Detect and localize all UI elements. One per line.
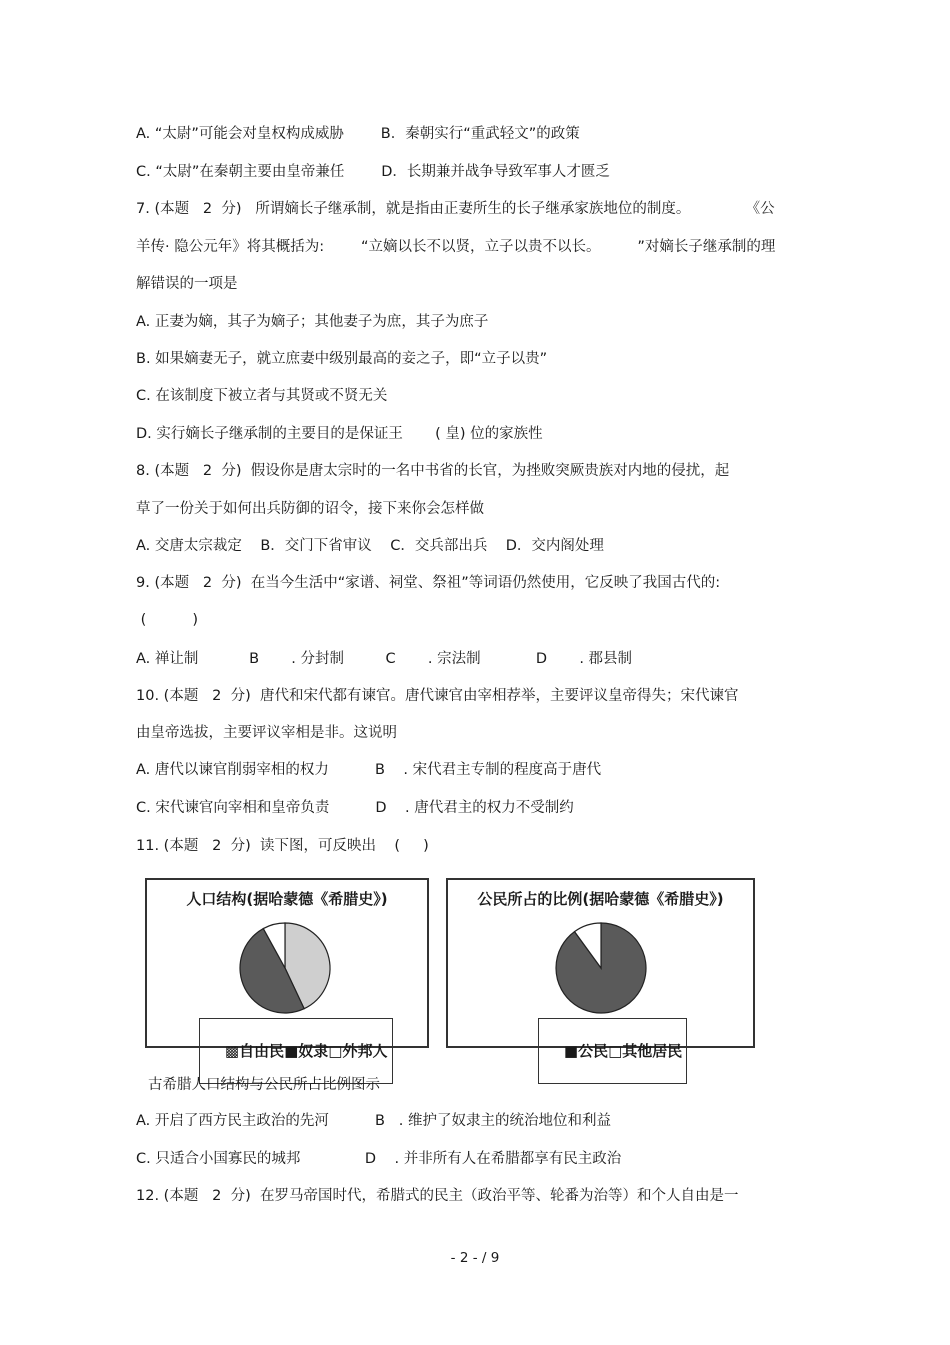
legend-mark-other: □ bbox=[608, 1042, 623, 1060]
citizen-ratio-legend bbox=[538, 1018, 687, 1084]
legend-label-citizen: 公民 bbox=[578, 1042, 609, 1060]
line-17: 由皇帝选拔，主要评议宰相是非。这说明 bbox=[136, 725, 397, 741]
line-22: C. 只适合小国寡民的城邦 D . 并非所有人在希腊都享有民主政治 bbox=[136, 1151, 622, 1167]
population-structure-pie bbox=[237, 920, 333, 1016]
line-8: C. 在该制度下被立者与其贤或不贤无关 bbox=[136, 388, 388, 404]
line-1: A. “太尉”可能会对皇权构成威胁 B．秦朝实行“重武轻文”的政策 bbox=[136, 126, 580, 142]
line-20: 11. (本题 2 分) 读下图，可反映出 ( ) bbox=[136, 838, 429, 854]
figure-caption: 古希腊人口结构与公民所占比例图示 bbox=[148, 1077, 380, 1093]
line-9: D. 实行嫡长子继承制的主要目的是保证王 ( 皇) 位的家族性 bbox=[136, 426, 543, 442]
line-11: 草了一份关于如何出兵防御的诏令，接下来你会怎样做 bbox=[136, 501, 484, 517]
line-10: 8. (本题 2 分) 假设你是唐太宗时的一名中书省的长官，为挫败突厥贵族对内地的侵扰，起 bbox=[136, 463, 730, 479]
line-15: A. 禅让制 B . 分封制 C . 宗法制 D . 郡县制 bbox=[136, 651, 633, 667]
legend-mark-slave: ■ bbox=[284, 1042, 299, 1060]
page-number: - 2 - / 9 bbox=[450, 1250, 500, 1266]
line-18: A. 唐代以谏官削弱宰相的权力 B . 宋代君主专制的程度高于唐代 bbox=[136, 762, 602, 778]
population-structure-figure bbox=[145, 878, 429, 1060]
legend-mark-foreigner: □ bbox=[328, 1042, 343, 1060]
line-12: A. 交唐太宗裁定 B．交门下省审议 C．交兵部出兵 D．交内阁处理 bbox=[136, 538, 604, 554]
line-7: B. 如果嫡妻无子，就立庶妻中级别最高的妾之子，即“立子以贵” bbox=[136, 351, 548, 367]
citizen-ratio-pie bbox=[553, 920, 649, 1016]
line-3: 7. (本题 2 分) 所谓嫡长子继承制，就是指由正妻所生的长子继承家族地位的制度。 《公 bbox=[136, 201, 775, 217]
legend-label-other: 其他居民 bbox=[622, 1042, 683, 1060]
line-5: 解错误的一项是 bbox=[136, 276, 238, 292]
line-23: 12. (本题 2 分) 在罗马帝国时代，希腊式的民主（政治平等、轮番为治等）和个人自由是一 bbox=[136, 1188, 739, 1204]
line-2: C. “太尉”在秦朝主要由皇帝兼任 D．长期兼并战争导致军事人才匮乏 bbox=[136, 164, 610, 180]
legend-label-foreigner: 外邦人 bbox=[342, 1042, 388, 1060]
line-21: A. 开启了西方民主政治的先河 B . 维护了奴隶主的统治地位和利益 bbox=[136, 1113, 611, 1129]
legend-label-free: 自由民 bbox=[239, 1042, 285, 1060]
line-14: ( ) bbox=[136, 612, 199, 628]
line-19: C. 宋代谏官向宰相和皇帝负责 D . 唐代君主的权力不受制约 bbox=[136, 800, 574, 816]
population-structure-title: 人口结构(据哈蒙德《希腊史》) bbox=[186, 890, 388, 908]
legend-mark-free: ▩ bbox=[224, 1042, 240, 1060]
citizen-ratio-figure bbox=[446, 878, 755, 1060]
line-4: 羊传· 隐公元年》将其概括为: “立嫡以长不以贤，立子以贵不以长。 ”对嫡长子继承制的理 bbox=[136, 239, 776, 255]
citizen-ratio-title: 公民所占的比例(据哈蒙德《希腊史》) bbox=[477, 890, 724, 908]
line-6: A. 正妻为嫡，其子为嫡子；其他妻子为庶，其子为庶子 bbox=[136, 314, 489, 330]
line-13: 9. (本题 2 分) 在当今生活中“家谱、祠堂、祭祖”等词语仍然使用，它反映了我国古代的: bbox=[136, 575, 721, 591]
line-16: 10. (本题 2 分) 唐代和宋代都有谏官。唐代谏官由宰相荐举，主要评议皇帝得失；宋代谏官 bbox=[136, 688, 739, 704]
legend-mark-citizen: ■ bbox=[563, 1042, 579, 1060]
legend-label-slave: 奴隶 bbox=[298, 1042, 329, 1060]
